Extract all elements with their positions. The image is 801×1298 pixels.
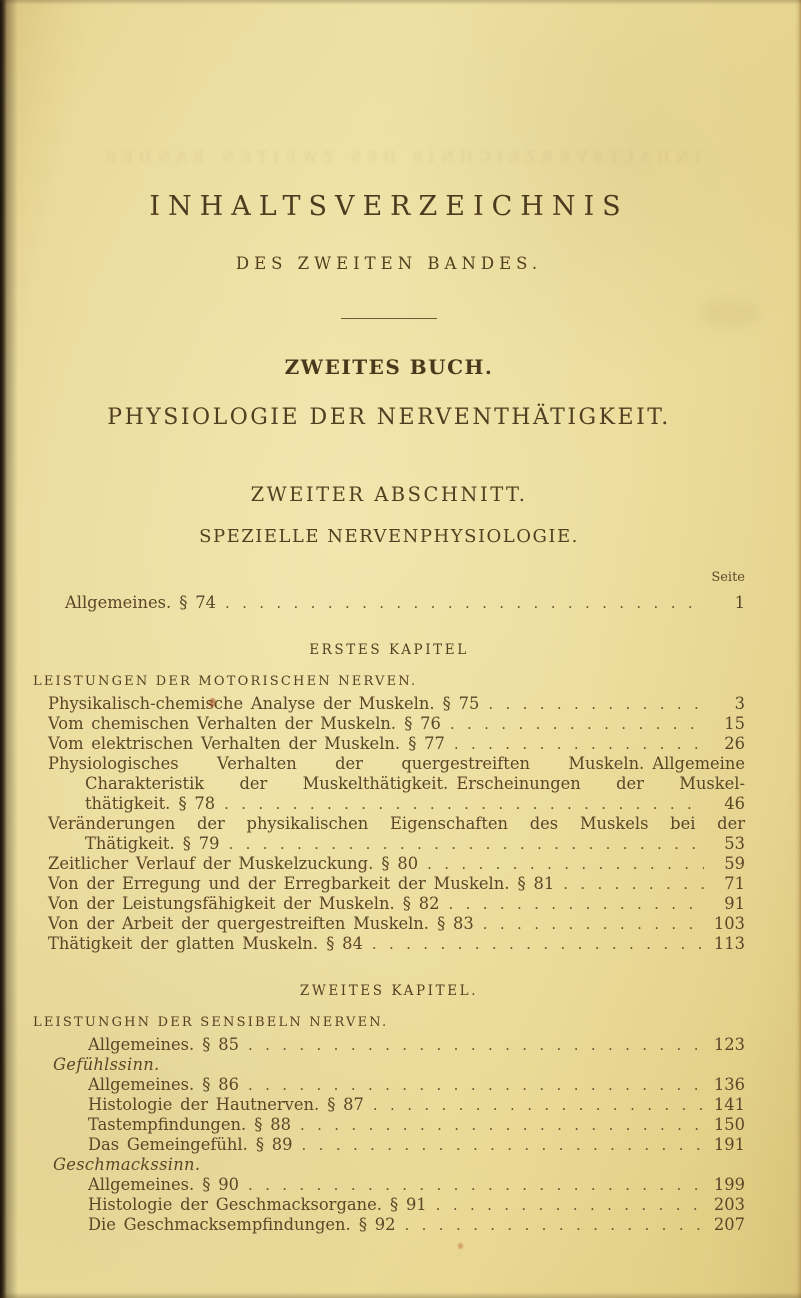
toc-entry <box>33 854 745 874</box>
dot-leader <box>448 894 704 914</box>
toc-entry-line <box>88 1135 745 1155</box>
entry-text: Die Geschmacksempfindungen. § 92 <box>88 1215 396 1235</box>
dot-leader <box>488 694 704 714</box>
entry-text: Histologie der Hautnerven. § 87 <box>88 1095 364 1115</box>
dot-leader <box>300 1115 704 1135</box>
divider-rule <box>341 318 437 319</box>
toc-entry <box>33 1035 745 1055</box>
entry-text: Allgemeines. § 85 <box>88 1035 239 1055</box>
subsection-heading: Gefühlssinn. <box>53 1055 160 1075</box>
entry-text: Zeitlicher Verlauf der Muskelzuckung. § 80 <box>48 854 419 874</box>
toc-entry-line <box>48 794 745 814</box>
toc-entry-line <box>48 914 745 934</box>
entry-text: Das Gemeingefühl. § 89 <box>88 1135 293 1155</box>
page-number: 136 <box>713 1075 745 1095</box>
entry-text: Histologie der Geschmacksorgane. § 91 <box>88 1195 427 1215</box>
dot-leader <box>563 874 704 894</box>
dot-leader <box>224 794 704 814</box>
abschnitt-title: SPEZIELLE NERVENPHYSIOLOGIE. <box>199 526 579 547</box>
page-number: 150 <box>713 1115 745 1135</box>
volume-subtitle: DES ZWEITEN BANDES. <box>235 254 543 273</box>
page-number: 46 <box>724 794 745 814</box>
dot-leader <box>427 854 704 874</box>
toc-entry-line <box>48 934 745 954</box>
toc-entry <box>33 1075 745 1095</box>
toc-entry <box>33 1115 745 1135</box>
toc-entry <box>33 734 745 754</box>
book-title: PHYSIOLOGIE DER NERVENTHÄTIGKEIT. <box>107 404 671 430</box>
toc-entry-line <box>48 894 745 914</box>
dot-leader <box>450 714 704 734</box>
toc-entry-line <box>88 1175 745 1195</box>
bleed-through-text: INHALTSVERZEICHNIS DES ZWEITEN BANDES <box>100 148 701 166</box>
entry-text: thätigkeit. § 78 <box>85 794 216 814</box>
subsection-heading: Geschmackssinn. <box>53 1155 201 1175</box>
page-edge <box>0 1292 801 1298</box>
page-number: 103 <box>713 914 745 934</box>
page-number: 1 <box>734 593 745 612</box>
seite-column-label: Seite <box>711 570 745 585</box>
toc-entry <box>33 1195 745 1215</box>
page-edge <box>795 0 801 1298</box>
dot-leader <box>454 734 704 754</box>
page-number: 203 <box>713 1195 745 1215</box>
page-number: 26 <box>724 734 745 754</box>
dot-leader <box>302 1135 704 1155</box>
entry-text: Von der Leistungsfähigkeit der Muskeln. § 82 <box>48 894 440 914</box>
toc-entry-line <box>88 1075 745 1095</box>
toc-entry-line: Charakteristik der Muskelthätigkeit. Erscheinungen der Muskel- <box>85 774 745 794</box>
toc-entry-line: Physiologisches Verhalten der quergestreiften Muskeln. Allgemeine <box>48 754 745 774</box>
entry-text: Von der Erregung und der Erregbarkeit der Muskeln. § 81 <box>48 874 555 894</box>
page-number: 71 <box>724 874 745 894</box>
dot-leader <box>248 1035 704 1055</box>
page-number: 199 <box>713 1175 745 1195</box>
page-edge <box>0 0 801 5</box>
entry-text: Vom elektrischen Verhalten der Muskeln. § 77 <box>48 734 445 754</box>
entry-text: Tastempfindungen. § 88 <box>88 1115 291 1135</box>
toc-entry <box>33 874 745 894</box>
dot-leader <box>372 934 704 954</box>
page-number: 3 <box>734 694 745 714</box>
toc-entry-line <box>88 1115 745 1135</box>
ink-stain <box>458 1243 463 1249</box>
entry-text: Von der Arbeit der quergestreiften Muskeln. § 83 <box>48 914 474 934</box>
toc-entry-line <box>48 834 745 854</box>
toc-entry <box>33 714 745 734</box>
page-number: 91 <box>724 894 745 914</box>
entry-text: Physikalisch-chemische Analyse der Muskeln. § 75 <box>48 694 480 714</box>
toc-entry-line <box>48 874 745 894</box>
toc-entry-line <box>88 1215 745 1235</box>
toc-entry <box>33 593 745 613</box>
abschnitt-heading: ZWEITER ABSCHNITT. <box>250 482 528 506</box>
entry-text: Allgemeines. § 90 <box>88 1175 239 1195</box>
entry-text: Thätigkeit. § 79 <box>85 834 220 854</box>
chapter-heading: ZWEITES KAPITEL. <box>299 983 479 1000</box>
toc-list <box>33 593 745 1235</box>
dot-leader <box>225 593 704 613</box>
entry-text: Thätigkeit der glatten Muskeln. § 84 <box>48 934 363 954</box>
toc-entry-line: Veränderungen der physikalischen Eigenschaften des Muskels bei der <box>48 814 745 834</box>
toc-entry <box>33 914 745 934</box>
toc-entry <box>33 694 745 714</box>
binding-edge <box>0 0 18 1298</box>
dot-leader <box>405 1215 704 1235</box>
page-number: 15 <box>724 714 745 734</box>
entry-text: Allgemeines. § 74 <box>65 593 216 612</box>
page-number: 123 <box>713 1035 745 1055</box>
toc-entry <box>33 934 745 954</box>
page-number: 59 <box>724 854 745 874</box>
dot-leader <box>373 1095 704 1115</box>
page-number: 207 <box>713 1215 745 1235</box>
toc-entry-line <box>88 1195 745 1215</box>
chapter-subheading: LEISTUNGHN DER SENSIBELN NERVEN. <box>33 1014 389 1030</box>
chapter-subheading: LEISTUNGEN DER MOTORISCHEN NERVEN. <box>33 673 418 689</box>
chapter-heading: ERSTES KAPITEL <box>309 642 469 658</box>
toc-entry <box>33 1215 745 1235</box>
page-number: 141 <box>713 1095 745 1115</box>
dot-leader <box>436 1195 704 1215</box>
book-heading: ZWEITES BUCH. <box>284 354 494 379</box>
dot-leader <box>248 1175 704 1195</box>
toc-entry <box>33 814 745 854</box>
paper-stain <box>700 300 760 326</box>
page-number: 53 <box>724 834 745 854</box>
toc-entry-line <box>48 714 745 734</box>
toc-entry <box>33 754 745 814</box>
dot-leader <box>228 834 704 854</box>
toc-entry <box>33 1135 745 1155</box>
toc-entry-line <box>48 694 745 714</box>
dot-leader <box>248 1075 704 1095</box>
toc-entry <box>33 1095 745 1115</box>
page-number: 191 <box>713 1135 745 1155</box>
toc-entry <box>33 1175 745 1195</box>
toc-entry-line <box>48 854 745 874</box>
entry-text: Allgemeines. § 86 <box>88 1075 239 1095</box>
dot-leader <box>483 914 704 934</box>
entry-text: Vom chemischen Verhalten der Muskeln. § 76 <box>48 714 441 734</box>
toc-entry-line <box>48 734 745 754</box>
toc-entry-line <box>88 1095 745 1115</box>
toc-entry <box>33 894 745 914</box>
page-number: 113 <box>713 934 745 954</box>
toc-title: INHALTSVERZEICHNIS <box>149 191 629 222</box>
toc-entry-line <box>65 593 745 613</box>
toc-entry-line <box>88 1035 745 1055</box>
